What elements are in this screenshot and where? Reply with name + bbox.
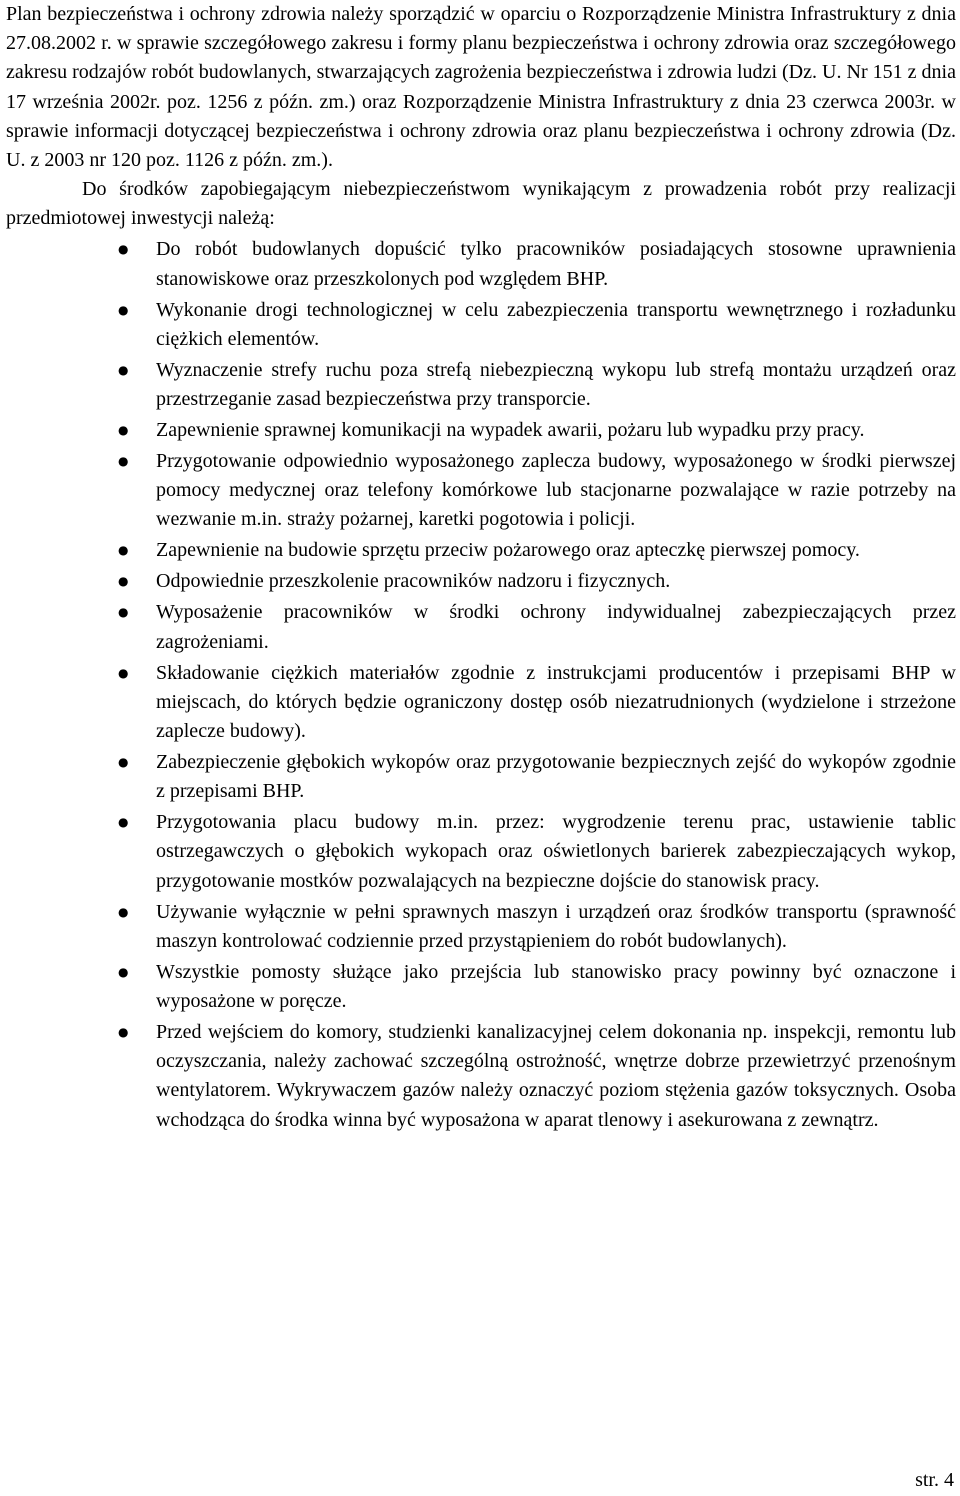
list-item	[6, 598, 956, 656]
measures-intro-paragraph: Do środków zapobiegającym niebezpieczeństwom wynikającym z prowadzenia robót przy realizacji przedmiotowej inwestycji należą:	[6, 178, 956, 230]
list-item-text: Zapewnienie sprawnej komunikacji na wypadek awarii, pożaru lub wypadku przy pracy.	[156, 419, 865, 442]
list-item	[6, 235, 956, 293]
page-number: str. 4	[915, 1469, 954, 1491]
list-item-text: Zabezpieczenie głębokich wykopów oraz przygotowanie bezpiecznych zejść do wykopów zgodnie z przepisami BHP.	[156, 751, 956, 803]
list-item	[6, 898, 956, 956]
list-item	[6, 808, 956, 896]
list-item-text: Zapewnienie na budowie sprzętu przeciw pożarowego oraz apteczkę pierwszej pomocy.	[156, 539, 860, 562]
list-item	[6, 447, 956, 535]
bullet-icon: ●	[118, 815, 129, 830]
document-page	[6, 0, 956, 1135]
list-item-text: Do robót budowlanych dopuścić tylko pracowników posiadających stosowne uprawnienia stanowiskowe oraz przeszkolonych pod względem BHP.	[156, 238, 956, 290]
bullet-icon: ●	[118, 423, 129, 438]
safety-measures-list	[6, 235, 956, 1134]
list-item	[6, 356, 956, 414]
bullet-icon: ●	[118, 543, 129, 558]
list-item-text: Wszystkie pomosty służące jako przejścia lub stanowisko pracy powinny być oznaczone i wyposażone w poręcze.	[156, 960, 956, 1013]
bullet-icon: ●	[118, 242, 129, 257]
bullet-icon: ●	[118, 755, 129, 770]
bullet-icon: ●	[118, 574, 129, 589]
bullet-icon: ●	[118, 362, 129, 377]
bullet-icon: ●	[118, 964, 129, 979]
bullet-icon: ●	[118, 605, 129, 620]
list-item-text: Wyznaczenie strefy ruchu poza strefą niebezpieczną wykopu lub strefą montażu urządzeń oraz przestrzeganie zasad bezpieczeństwa przy transporcie.	[156, 358, 956, 411]
list-item-text: Wykonanie drogi technologicznej w celu zabezpieczenia transportu wewnętrznego i rozładunku ciężkich elementów.	[156, 298, 956, 350]
list-item-text: Odpowiednie przeszkolenie pracowników nadzoru i fizycznych.	[156, 570, 671, 593]
list-item	[6, 1018, 956, 1135]
list-item-text: Przygotowanie odpowiednio wyposażonego zaplecza budowy, wyposażonego w środki pierwszej pomocy medycznej oraz telefony komórkowe lub stacjonarne pozwalające w razie potrzeby na wezwanie m.in. straży pożarnej, karetki pogotowia i policji.	[156, 450, 956, 531]
list-item	[6, 536, 956, 565]
bullet-icon: ●	[118, 454, 129, 469]
bullet-icon: ●	[118, 665, 129, 680]
list-item	[6, 567, 956, 596]
list-item-text: Wyposażenie pracowników w środki ochrony indywidualnej zabezpieczających przez zagrożeniami.	[156, 601, 956, 653]
bullet-icon: ●	[118, 904, 129, 919]
list-item-text: Składowanie ciężkich materiałów zgodnie z instrukcjami producentów i przepisami BHP w miejscach, do których będzie ograniczony dostęp osób niezatrudnionych (wydzielone i strzeżone zaplecze budowy).	[156, 661, 956, 743]
list-item-text: Przed wejściem do komory, studzienki kanalizacyjnej celem dokonania np. inspekcji, remontu lub oczyszczania, należy zachować szczególną ostrożność, wnętrze dobrze przewietrzyć przenośnym wentylatorem. Wykrywaczem gazów należy oznaczyć poziom stężenia gazów toksycznych. Osoba wchodząca do środka winna być wyposażona w aparat tlenowy i asekurowana z zewnątrz.	[156, 1021, 956, 1131]
bullet-icon: ●	[118, 302, 129, 317]
intro-paragraph: Plan bezpieczeństwa i ochrony zdrowia należy sporządzić w oparciu o Rozporządzenie Ministra Infrastruktury z dnia 27.08.2002 r. w sprawie szczegółowego zakresu i formy planu bezpieczeństwa i ochrony zdrowia oraz szczegółowego zakresu rodzajów robót budowlanych, stwarzających zagrożenia bezpieczeństwa i zdrowia ludzi (Dz. U. Nr 151 z dnia 17 września 2002r. poz. 1256 z późn. zm.) oraz Rozporządzenie Ministra Infrastruktury z dnia 23 czerwca 2003r. w sprawie informacji dotyczącej bezpieczeństwa i ochrony zdrowia oraz planu bezpieczeństwa i ochrony zdrowia (Dz. U. z 2003 nr 120 poz. 1126 z późn. zm.).	[6, 3, 956, 172]
list-item	[6, 748, 956, 806]
list-item	[6, 296, 956, 354]
list-item-text: Używanie wyłącznie w pełni sprawnych maszyn i urządzeń oraz środków transportu (sprawność maszyn kontrolować codziennie przed przystąpieniem do robót budowlanych).	[156, 900, 956, 952]
list-item	[6, 659, 956, 747]
list-item-text: Przygotowania placu budowy m.in. przez: wygrodzenie terenu prac, ustawienie tablic ostrzegawczych o głębokich wykopach oraz oświetlonych barierek zabezpieczających wykop, przygotowanie mostków pozwalających na bezpieczne dojście do stanowisk pracy.	[156, 811, 956, 892]
list-item	[6, 958, 956, 1016]
list-item	[6, 416, 956, 445]
bullet-icon: ●	[118, 1025, 129, 1040]
